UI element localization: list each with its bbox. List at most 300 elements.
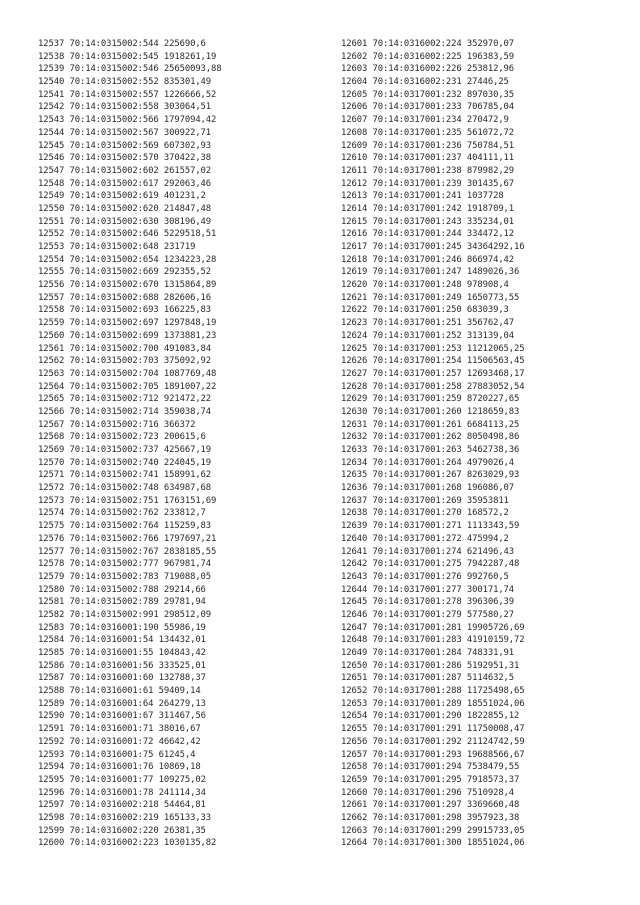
row-number: 12544 (38, 127, 65, 138)
right-column (341, 38, 525, 850)
table-row (341, 51, 525, 64)
cadastral-number: 70:14:0317001:295 (372, 774, 462, 785)
cadastral-number: 70:14:0315002:693 (69, 305, 159, 316)
cadastral-number: 70:14:0316001:76 (69, 762, 154, 773)
row-number: 12658 (341, 762, 368, 773)
cadastral-number: 70:14:0317001:269 (372, 495, 462, 506)
cadastral-number: 70:14:0316001:78 (69, 787, 154, 798)
row-number: 12546 (38, 153, 65, 164)
cadastral-number: 70:14:0315002:558 (69, 102, 159, 113)
table-row (38, 203, 222, 216)
table-row (38, 140, 222, 153)
table-row (38, 241, 222, 254)
row-number: 12622 (341, 305, 368, 316)
table-row (341, 774, 525, 787)
cadastral-number: 70:14:0315002:714 (69, 406, 159, 417)
row-value: 29915733,05 (466, 825, 525, 836)
row-number: 12541 (38, 89, 65, 100)
row-number: 12594 (38, 762, 65, 773)
row-number: 12553 (38, 242, 65, 252)
table-row (341, 304, 525, 317)
row-value: 621496,43 (466, 546, 515, 557)
cadastral-number: 70:14:0317001:248 (372, 280, 462, 291)
row-number: 12621 (341, 292, 368, 303)
table-row (38, 89, 222, 102)
row-number: 12562 (38, 356, 65, 367)
row-value: 1037728 (466, 191, 504, 202)
cadastral-number: 70:14:0316001:56 (69, 660, 154, 671)
cadastral-number: 70:14:0317001:261 (372, 419, 462, 430)
row-value: 1891007,22 (163, 381, 217, 392)
row-value: 21124742,59 (466, 736, 525, 747)
row-value: 59409,14 (158, 686, 201, 697)
row-number: 12609 (341, 140, 368, 151)
row-value: 683039,3 (466, 305, 509, 316)
table-row (38, 812, 222, 825)
row-number: 12603 (341, 64, 368, 75)
table-row (38, 76, 222, 89)
table-row (38, 787, 222, 800)
cadastral-number: 70:14:0315002:544 (69, 39, 159, 49)
cadastral-number: 70:14:0315002:545 (69, 51, 159, 62)
table-row (38, 507, 222, 520)
row-value: 34364292,16 (466, 242, 525, 252)
table-row (38, 533, 222, 546)
row-value: 132788,37 (158, 673, 206, 684)
row-number: 12601 (341, 39, 368, 49)
row-value: 5462738,36 (466, 445, 520, 455)
table-row (38, 51, 222, 64)
table-row (341, 837, 525, 850)
cadastral-number: 70:14:0315002:646 (69, 229, 159, 240)
row-number: 12638 (341, 508, 368, 519)
table-row (341, 660, 525, 673)
table-row (38, 292, 222, 305)
row-value: 8263029,93 (466, 470, 520, 481)
row-number: 12582 (38, 609, 65, 620)
table-row (341, 698, 525, 711)
row-number: 12583 (38, 622, 65, 633)
table-row (341, 507, 525, 520)
cadastral-number: 70:14:0315002:789 (69, 597, 159, 608)
cadastral-number: 70:14:0316002:223 (69, 838, 159, 849)
row-value: 1218659,83 (466, 406, 520, 417)
row-number: 12579 (38, 571, 65, 582)
row-value: 7538479,55 (466, 762, 520, 773)
row-number: 12552 (38, 229, 65, 240)
row-value: 11506563,45 (466, 356, 525, 367)
row-number: 12598 (38, 812, 65, 823)
row-value: 8720227,65 (466, 394, 520, 405)
row-value: 1234223,28 (163, 254, 217, 265)
table-row (38, 190, 222, 203)
row-number: 12590 (38, 711, 65, 722)
row-number: 12602 (341, 51, 368, 62)
row-value: 1489026,36 (466, 267, 520, 278)
cadastral-number: 70:14:0317001:241 (372, 191, 462, 202)
table-row (341, 241, 525, 254)
row-value: 11725498,65 (466, 686, 525, 697)
cadastral-number: 70:14:0315002:670 (69, 280, 159, 291)
row-number: 12575 (38, 521, 65, 532)
cadastral-number: 70:14:0315002:570 (69, 153, 159, 164)
cadastral-number: 70:14:0317001:244 (372, 229, 462, 240)
left-column (38, 38, 222, 850)
table-row (341, 749, 525, 762)
cadastral-number: 70:14:0315002:767 (69, 546, 159, 557)
cadastral-number: 70:14:0317001:253 (372, 343, 462, 354)
table-row (38, 469, 222, 482)
row-number: 12556 (38, 280, 65, 291)
cadastral-number: 70:14:0317001:260 (372, 406, 462, 417)
row-value: 233812,7 (163, 508, 206, 519)
cadastral-number: 70:14:0316001:77 (69, 774, 154, 785)
table-row (38, 660, 222, 673)
row-value: 366372 (163, 419, 196, 430)
cadastral-number: 70:14:0315002:777 (69, 559, 159, 570)
row-value: 375092,92 (163, 356, 212, 367)
cadastral-number: 70:14:0317001:249 (372, 292, 462, 303)
row-value: 359038,74 (163, 406, 212, 417)
table-row (38, 368, 222, 381)
row-value: 491083,84 (163, 343, 212, 354)
row-number: 12586 (38, 660, 65, 671)
row-value: 561072,72 (466, 127, 515, 138)
table-row (341, 101, 525, 114)
row-value: 3369660,48 (466, 800, 520, 811)
table-row (341, 457, 525, 470)
cadastral-number: 70:14:0317001:297 (372, 800, 462, 811)
table-row (38, 304, 222, 317)
row-number: 12623 (341, 318, 368, 329)
cadastral-number: 70:14:0317001:264 (372, 457, 462, 468)
row-value: 168572,2 (466, 508, 509, 519)
row-number: 12625 (341, 343, 368, 354)
table-row (341, 63, 525, 76)
cadastral-number: 70:14:0317001:271 (372, 521, 462, 532)
row-value: 10869,18 (158, 762, 201, 773)
cadastral-number: 70:14:0317001:279 (372, 609, 462, 620)
cadastral-number: 70:14:0316001:60 (69, 673, 154, 684)
row-number: 12628 (341, 381, 368, 392)
row-value: 356762,47 (466, 318, 515, 329)
row-value: 38016,67 (158, 724, 201, 735)
row-value: 8050498,86 (466, 432, 520, 443)
row-number: 12616 (341, 229, 368, 240)
table-row (341, 178, 525, 191)
table-row (341, 584, 525, 597)
row-number: 12600 (38, 838, 65, 849)
row-value: 352970,07 (466, 39, 515, 49)
table-row (341, 317, 525, 330)
cadastral-number: 70:14:0317001:270 (372, 508, 462, 519)
row-value: 7918573,37 (466, 774, 520, 785)
table-row (341, 533, 525, 546)
row-number: 12640 (341, 533, 368, 544)
row-value: 18551024,06 (466, 698, 525, 709)
row-value: 300922,71 (163, 127, 212, 138)
cadastral-number: 70:14:0317001:294 (372, 762, 462, 773)
table-row (38, 343, 222, 356)
row-number: 12615 (341, 216, 368, 227)
row-number: 12599 (38, 825, 65, 836)
row-value: 5192951,31 (466, 660, 520, 671)
table-row (341, 710, 525, 723)
row-value: 298512,09 (163, 609, 212, 620)
table-row (38, 101, 222, 114)
row-number: 12545 (38, 140, 65, 151)
row-value: 1315864,89 (163, 280, 217, 291)
cadastral-number: 70:14:0316002:225 (372, 51, 462, 62)
row-value: 165133,33 (163, 812, 212, 823)
row-value: 134432,01 (158, 635, 206, 646)
table-row (38, 114, 222, 127)
cadastral-number: 70:14:0317001:258 (372, 381, 462, 392)
cadastral-number: 70:14:0315002:723 (69, 432, 159, 443)
cadastral-number: 70:14:0317001:235 (372, 127, 462, 138)
cadastral-number: 70:14:0316001:71 (69, 724, 154, 735)
cadastral-number: 70:14:0317001:267 (372, 470, 462, 481)
row-value: 607302,93 (163, 140, 212, 151)
table-row (38, 355, 222, 368)
table-row (38, 799, 222, 812)
row-value: 333525,01 (158, 660, 206, 671)
table-row (341, 76, 525, 89)
row-value: 1373881,23 (163, 330, 217, 341)
row-number: 12659 (341, 774, 368, 785)
row-value: 1797094,42 (163, 115, 217, 126)
row-number: 12588 (38, 686, 65, 697)
row-number: 12608 (341, 127, 368, 138)
row-value: 706785,04 (466, 102, 515, 113)
cadastral-number: 70:14:0317001:268 (372, 483, 462, 494)
row-value: 41910159,72 (466, 635, 525, 646)
row-number: 12619 (341, 267, 368, 278)
row-number: 12611 (341, 165, 368, 176)
row-value: 335234,01 (466, 216, 515, 227)
table-row (341, 140, 525, 153)
cadastral-number: 70:14:0317001:289 (372, 698, 462, 709)
cadastral-number: 70:14:0315002:700 (69, 343, 159, 354)
table-row (38, 710, 222, 723)
row-value: 5229518,51 (163, 229, 217, 240)
cadastral-number: 70:14:0316002:224 (372, 39, 462, 49)
row-number: 12657 (341, 749, 368, 760)
row-value: 634987,68 (163, 483, 212, 494)
row-value: 11212065,25 (466, 343, 525, 354)
cadastral-number: 70:14:0317001:254 (372, 356, 462, 367)
table-row (38, 279, 222, 292)
cadastral-number: 70:14:0317001:275 (372, 559, 462, 570)
table-row (38, 774, 222, 787)
table-row (341, 761, 525, 774)
row-number: 12549 (38, 191, 65, 202)
row-value: 1087769,48 (163, 368, 217, 379)
row-value: 27883052,54 (466, 381, 525, 392)
row-value: 115259,83 (163, 521, 212, 532)
row-value: 334472,12 (466, 229, 515, 240)
row-value: 978908,4 (466, 280, 509, 291)
cadastral-number: 70:14:0315002:602 (69, 165, 159, 176)
row-number: 12540 (38, 77, 65, 88)
row-number: 12585 (38, 648, 65, 658)
cadastral-number: 70:14:0315002:566 (69, 115, 159, 126)
table-row (38, 431, 222, 444)
row-value: 1297848,19 (163, 318, 217, 329)
table-row (341, 672, 525, 685)
table-row (341, 266, 525, 279)
row-value: 35953811 (466, 495, 509, 506)
cadastral-number: 70:14:0317001:300 (372, 838, 462, 849)
row-value: 19688566,67 (466, 749, 525, 760)
row-value: 396306,39 (466, 597, 515, 608)
table-row (38, 393, 222, 406)
cadastral-number: 70:14:0317001:278 (372, 597, 462, 608)
row-value: 921472,22 (163, 394, 212, 405)
row-number: 12543 (38, 115, 65, 126)
row-number: 12649 (341, 648, 368, 658)
table-row (341, 152, 525, 165)
cadastral-number: 70:14:0315002:741 (69, 470, 159, 481)
row-number: 12610 (341, 153, 368, 164)
cadastral-number: 70:14:0315002:740 (69, 457, 159, 468)
cadastral-number: 70:14:0317001:259 (372, 394, 462, 405)
row-number: 12581 (38, 597, 65, 608)
cadastral-number: 70:14:0317001:251 (372, 318, 462, 329)
table-row (38, 152, 222, 165)
table-row (341, 190, 525, 203)
cadastral-number: 70:14:0315002:704 (69, 368, 159, 379)
cadastral-number: 70:14:0317001:237 (372, 153, 462, 164)
table-row (38, 837, 222, 850)
cadastral-number: 70:14:0315002:630 (69, 216, 159, 227)
table-row (341, 254, 525, 267)
cadastral-number: 70:14:0317001:262 (372, 432, 462, 443)
row-number: 12572 (38, 483, 65, 494)
row-number: 12624 (341, 330, 368, 341)
table-row (38, 406, 222, 419)
row-value: 19905726,69 (466, 622, 525, 633)
table-row (341, 368, 525, 381)
row-number: 12644 (341, 584, 368, 595)
row-number: 12631 (341, 419, 368, 430)
cadastral-number: 70:14:0315002:557 (69, 89, 159, 100)
cadastral-number: 70:14:0315002:712 (69, 394, 159, 405)
row-number: 12558 (38, 305, 65, 316)
row-value: 311467,56 (158, 711, 206, 722)
cadastral-number: 70:14:0316002:219 (69, 812, 159, 823)
row-number: 12538 (38, 51, 65, 62)
row-value: 196383,59 (466, 51, 515, 62)
row-value: 370422,38 (163, 153, 212, 164)
table-row (341, 799, 525, 812)
table-row (38, 495, 222, 508)
row-number: 12618 (341, 254, 368, 265)
cadastral-number: 70:14:0317001:242 (372, 203, 462, 214)
table-row (341, 596, 525, 609)
cadastral-number: 70:14:0317001:252 (372, 330, 462, 341)
cadastral-number: 70:14:0316001:64 (69, 698, 154, 709)
table-row (341, 431, 525, 444)
row-number: 12617 (341, 242, 368, 252)
table-row (38, 165, 222, 178)
row-number: 12577 (38, 546, 65, 557)
row-number: 12542 (38, 102, 65, 113)
table-row (38, 761, 222, 774)
row-number: 12634 (341, 457, 368, 468)
row-number: 12550 (38, 203, 65, 214)
row-number: 12664 (341, 838, 368, 849)
row-value: 261557,02 (163, 165, 212, 176)
row-number: 12641 (341, 546, 368, 557)
row-value: 25650093,88 (163, 64, 222, 75)
cadastral-number: 70:14:0317001:247 (372, 267, 462, 278)
cadastral-number: 70:14:0317001:298 (372, 812, 462, 823)
table-row (38, 178, 222, 191)
row-number: 12580 (38, 584, 65, 595)
row-number: 12635 (341, 470, 368, 481)
row-number: 12592 (38, 736, 65, 747)
table-row (341, 469, 525, 482)
row-number: 12663 (341, 825, 368, 836)
cadastral-number: 70:14:0316001:54 (69, 635, 154, 646)
cadastral-number: 70:14:0315002:567 (69, 127, 159, 138)
table-row (38, 317, 222, 330)
row-value: 1113343,59 (466, 521, 520, 532)
row-value: 292355,52 (163, 267, 212, 278)
row-value: 308196,49 (163, 216, 212, 227)
row-value: 5114632,5 (466, 673, 515, 684)
table-row (38, 216, 222, 229)
table-row (341, 406, 525, 419)
row-value: 282606,16 (163, 292, 212, 303)
row-number: 12565 (38, 394, 65, 405)
row-value: 12693468,17 (466, 368, 525, 379)
table-row (38, 622, 222, 635)
cadastral-number: 70:14:0317001:292 (372, 736, 462, 747)
row-value: 750784,51 (466, 140, 515, 151)
table-row (38, 685, 222, 698)
cadastral-number: 70:14:0317001:286 (372, 660, 462, 671)
row-number: 12557 (38, 292, 65, 303)
row-value: 26381,35 (163, 825, 206, 836)
row-number: 12650 (341, 660, 368, 671)
row-value: 54464,81 (163, 800, 206, 811)
row-number: 12613 (341, 191, 368, 202)
table-row (38, 228, 222, 241)
row-number: 12578 (38, 559, 65, 570)
cadastral-number: 70:14:0316002:218 (69, 800, 159, 811)
cadastral-number: 70:14:0317001:238 (372, 165, 462, 176)
row-number: 12642 (341, 559, 368, 570)
row-value: 992760,5 (466, 571, 509, 582)
row-value: 200615,6 (163, 432, 206, 443)
table-row (38, 596, 222, 609)
table-row (341, 787, 525, 800)
row-number: 12637 (341, 495, 368, 506)
row-value: 7510928,4 (466, 787, 515, 798)
cadastral-number: 70:14:0316002:231 (372, 77, 462, 88)
cadastral-number: 70:14:0317001:233 (372, 102, 462, 113)
row-number: 12612 (341, 178, 368, 189)
cadastral-number: 70:14:0317001:274 (372, 546, 462, 557)
row-number: 12574 (38, 508, 65, 519)
table-row (38, 38, 222, 51)
row-number: 12654 (341, 711, 368, 722)
row-value: 224045,19 (163, 457, 212, 468)
cadastral-number: 70:14:0315002:617 (69, 178, 159, 189)
row-value: 301435,67 (466, 178, 515, 189)
